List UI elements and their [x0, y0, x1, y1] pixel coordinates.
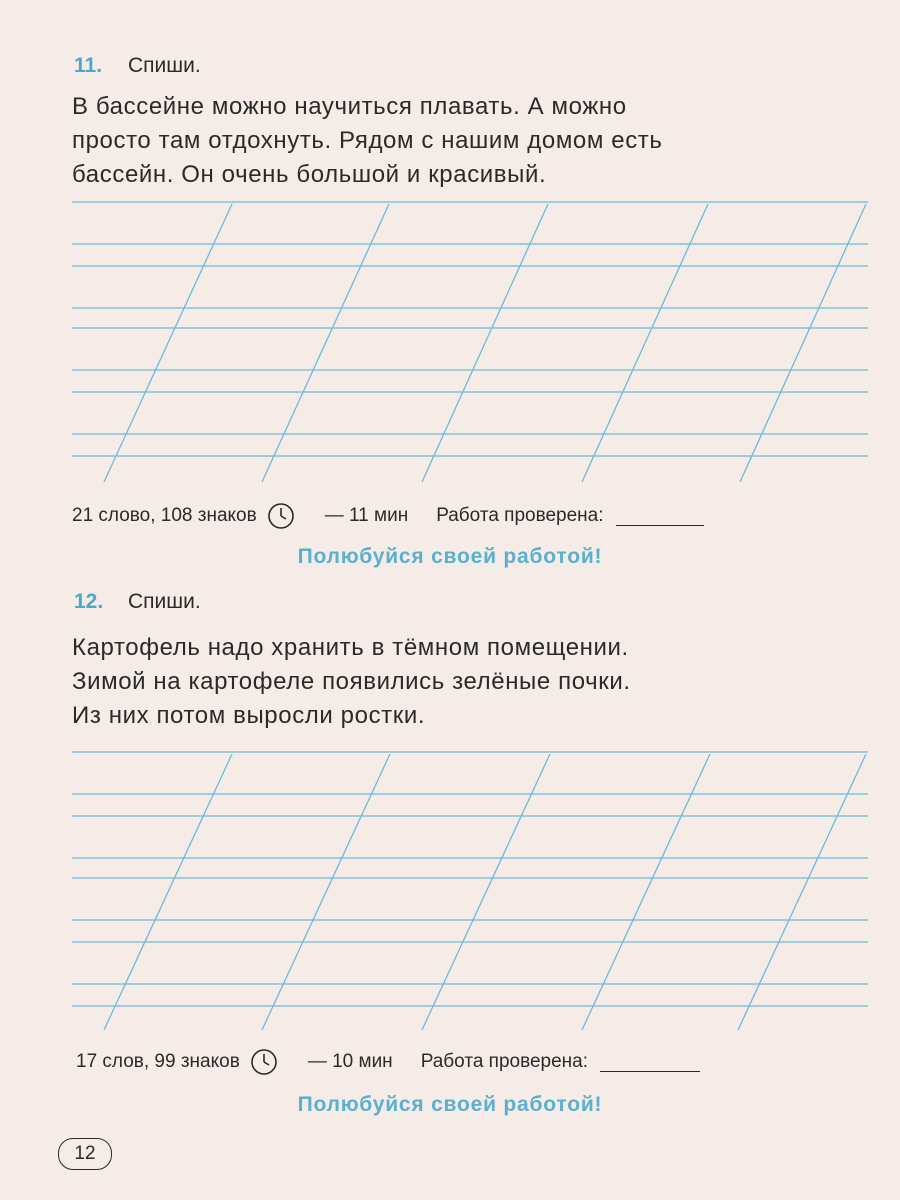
- text-line: Картофель надо хранить в тёмном помещении.: [72, 634, 629, 661]
- checked-label: Работа проверена:: [436, 505, 604, 526]
- clock-icon: [267, 502, 295, 530]
- praise-text: Полюбуйся своей работой!: [297, 545, 603, 568]
- praise-text: Полюбуйся своей работой!: [297, 1093, 603, 1116]
- exercise-11-instruction: Спиши.: [128, 54, 201, 77]
- time-limit: — 11 мин: [324, 505, 409, 526]
- time-limit: — 10 мин: [307, 1051, 393, 1072]
- text-line: Из них потом выросли ростки.: [72, 702, 426, 729]
- writing-lines-12[interactable]: [72, 746, 872, 1036]
- checked-signature-field[interactable]: [616, 507, 704, 526]
- text-line: В бассейне можно научиться плавать. А можно: [72, 93, 627, 120]
- writing-lines-11[interactable]: [72, 196, 872, 486]
- text-line: бассейн. Он очень большой и красивый.: [72, 161, 547, 188]
- exercise-11-footer: [72, 502, 704, 530]
- exercise-12-footer: [76, 1048, 700, 1076]
- page-number: 12: [58, 1138, 112, 1170]
- word-count: 17 слов, 99 знаков: [76, 1051, 240, 1072]
- exercise-12-text: [72, 631, 631, 733]
- checked-label: Работа проверена:: [420, 1051, 589, 1072]
- word-count: 21 слово, 108 знаков: [72, 505, 257, 526]
- text-line: Зимой на картофеле появились зелёные почки.: [72, 668, 631, 695]
- exercise-12-instruction: Спиши.: [128, 590, 201, 613]
- text-line: просто там отдохнуть. Рядом с нашим домом есть: [72, 127, 663, 154]
- clock-icon: [250, 1048, 278, 1076]
- exercise-11-number: 11.: [74, 54, 103, 77]
- exercise-11-text: [72, 90, 663, 192]
- exercise-12-number: 12.: [74, 590, 104, 613]
- checked-signature-field[interactable]: [600, 1053, 700, 1072]
